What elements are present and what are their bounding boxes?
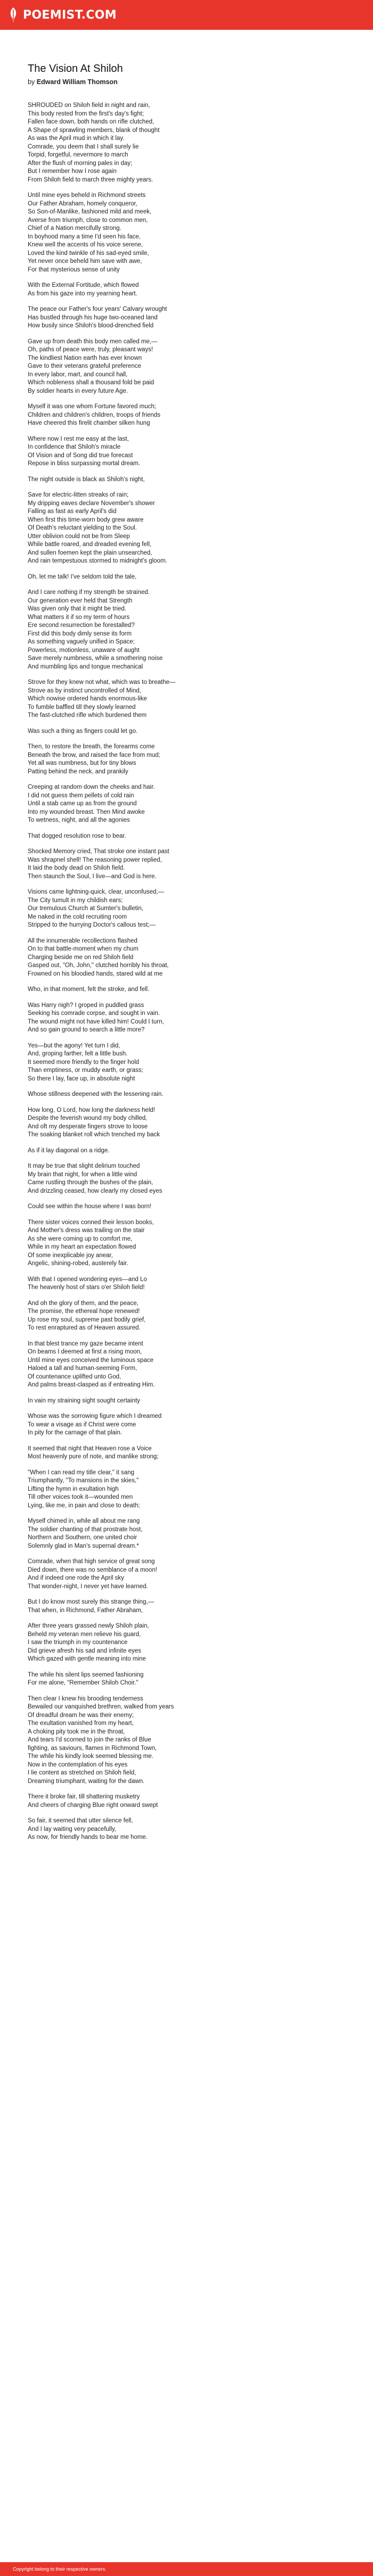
poem-line: The exultation vanished from my heart,	[28, 1720, 134, 1727]
poem-title: The Vision At Shiloh	[28, 63, 123, 75]
poem-line: In vain my straining sight sought certainty	[28, 1397, 140, 1404]
poem-line: I lie content as stretched on Shiloh field,	[28, 1770, 136, 1776]
poem-line: Charging beside me on red Shiloh field	[28, 954, 134, 961]
poem-line: There it broke fair, till shattering musketry	[28, 1794, 140, 1800]
stanza	[28, 1469, 373, 1510]
poem-line: Our generation ever held that Strength	[28, 597, 133, 604]
poem-line: Our Father Abraham, homely conqueror,	[28, 200, 137, 207]
poem-line: In confidence that Shiloh's miracle	[28, 444, 121, 450]
poem-line: Was Harry nigh? I groped in puddled grass	[28, 1002, 144, 1009]
poem-line: On to that battle-moment when my chum	[28, 946, 139, 952]
poem-line: Strove as by instinct uncontrolled of Mind,	[28, 687, 141, 694]
poem-line: As something vaguely unified in Space;	[28, 639, 135, 645]
stanza	[28, 589, 373, 671]
poem-content	[0, 30, 373, 1842]
poem-line: Visions came lightning-quick, clear, unconfused,—	[28, 889, 165, 895]
poem-line: Me naked in the cold recruiting room	[28, 913, 127, 920]
stanza	[28, 1219, 373, 1268]
poem-line: It laid the body dead on Shiloh field.	[28, 865, 125, 871]
author-name: Edward William Thomson	[36, 78, 118, 86]
poem-line: The City tumult in my childish ears;	[28, 897, 123, 904]
poem-line: And mumbling lips and tongue mechanical	[28, 663, 143, 670]
stanza	[28, 403, 373, 428]
poem-line: Dreaming triumphant, waiting for the dawn.	[28, 1778, 145, 1785]
poem-line: I did not guess them pellets of cold rain	[28, 792, 134, 799]
poem-line: The peace our Father's four years' Calvary wrought	[28, 306, 167, 312]
poem-line: Patting behind the neck, and prankily	[28, 768, 128, 775]
poem-line: To rest enraptured as of Heaven assured.	[28, 1325, 141, 1331]
poem-line: Yet never once beheld him save with awe,	[28, 258, 142, 265]
poem-line: A choking pity took me in the throat,	[28, 1728, 125, 1735]
poem-line: Now in the contemplation of his eyes	[28, 1761, 128, 1768]
poem-line: Was given only that it might be tried.	[28, 606, 126, 612]
poem-line: All the innumerable recollections flashed	[28, 937, 137, 944]
stanza	[28, 1203, 373, 1211]
poem-line: To wetness, night, and all the agonies	[28, 817, 130, 823]
stanza	[28, 783, 373, 825]
poem-line: The kindliest Nation earth has ever known	[28, 354, 142, 361]
poem-line: Averse from triumph, close to common men,	[28, 217, 148, 224]
poem-line: After the flush of morning pales in day;	[28, 160, 133, 167]
poem-line: Comrade, you deem that I shall surely lie	[28, 143, 139, 150]
poem-line: From Shiloh field to march three mighty years.	[28, 176, 153, 183]
site-logo[interactable]	[7, 7, 117, 23]
poem-line: It seemed that night that Heaven rose a Voice	[28, 1445, 152, 1452]
poem-line: Save merely numbness, while a smothering noise	[28, 655, 163, 662]
poem-line: This body rested from the first's day's fight;	[28, 110, 144, 117]
poem-line: That when, in Richmond, Father Abraham,	[28, 1607, 143, 1614]
stanza	[28, 1817, 373, 1842]
poem-line: As she were coming up to comfort me,	[28, 1235, 133, 1242]
stanza	[28, 743, 373, 776]
poem-line: And oh the glory of them, and the peace,	[28, 1300, 139, 1307]
poem-line: Save for electric-litten streaks of rain;	[28, 492, 129, 498]
stanza	[28, 848, 373, 881]
poem-line: And drizzling ceased, how clearly my closed eyes	[28, 1187, 163, 1194]
poem-line: And cheers of charging Blue right onward swept	[28, 1802, 158, 1809]
poem-line: And oft my desperate fingers strove to loose	[28, 1123, 148, 1130]
poem-line: Oh, paths of peace were, truly, pleasant ways!	[28, 346, 153, 353]
poem-line: Utter oblivion could not be from Sleep	[28, 533, 130, 540]
poem-line: Was shrapnel shell! The reasoning power replied,	[28, 856, 162, 863]
poem-line: Myself chimed in, while all about me rang	[28, 1518, 140, 1524]
poem-line: In that blest trance my gaze became intent	[28, 1340, 143, 1347]
poem-line: Loved the kind twinkle of his sad-eyed smile,	[28, 250, 149, 257]
poem-line: There sister voices conned their lesson books,	[28, 1219, 154, 1226]
poem-line: Of countenance uplifted unto God,	[28, 1373, 121, 1380]
poem-line: And I lay waiting very peacefully,	[28, 1826, 116, 1832]
poem-line: Did grieve afresh his sad and infinite eyes	[28, 1647, 141, 1654]
poem-line: Of dreadful dream he was their enemy;	[28, 1712, 134, 1719]
poem-line: While in my heart an expectation flowed	[28, 1244, 136, 1250]
poem-line: Knew well the accents of his voice serene,	[28, 242, 143, 248]
poem-line: The soaking blanket roll which trenched my back	[28, 1132, 160, 1138]
poem-line: Of Death's reluctant yielding to the Soul.	[28, 525, 137, 531]
poem-line: How busily since Shiloh's blood-drenched field	[28, 323, 154, 329]
poem-line: Where now I rest me easy at the last,	[28, 435, 129, 442]
stanza	[28, 192, 373, 274]
copyright-text: Copyright belong to their respective owners.	[13, 2566, 107, 2572]
stanza	[28, 1002, 373, 1035]
poem-line: Then clear I knew his brooding tenderness	[28, 1695, 143, 1702]
poem-line: And sullen foemen kept the plain unsearched,	[28, 549, 152, 556]
poem-line: Creeping at random down the cheeks and hair.	[28, 784, 155, 790]
poem-line: Solemnly glad in Man's supernal dream.*	[28, 1542, 139, 1549]
poem-line: Frowned on his bloodied hands, stared wild at me	[28, 970, 163, 977]
stanza	[28, 1671, 373, 1688]
stanza	[28, 1147, 373, 1155]
poem-line: Strove for they knew not what, which was to breathe—	[28, 679, 176, 686]
poem-line: With that I opened wondering eyes—and Lo	[28, 1276, 147, 1283]
poem-line: And, groping farther, felt a little bush.	[28, 1051, 128, 1057]
poem-line: Whose was the sorrowing figure which I dreamed	[28, 1413, 162, 1419]
poem-line: Comrade, when that high service of great song	[28, 1558, 155, 1565]
poem-line: Powerless, motionless, unaware of aught	[28, 647, 140, 654]
poem-line: In boyhood many a time I'd seen his face,	[28, 233, 141, 240]
poem-line: So Son-of-Manlike, fashioned mild and meek,	[28, 209, 152, 215]
poem-line: First did this body dimly sense its form	[28, 630, 132, 637]
poem-line: Till other voices took it—wounded men	[28, 1494, 133, 1500]
poem-line: Bewailed our vanquished brethren, walked from years	[28, 1704, 174, 1710]
poem-line: Triumphantly, "To mansions in the skies,"	[28, 1477, 139, 1484]
stanza	[28, 1517, 373, 1550]
stanza	[28, 1598, 373, 1615]
poem-line: As was the April mud in which it lay.	[28, 135, 125, 142]
poem-line: Until mine eyes beheld in Richmond streets	[28, 192, 146, 199]
poem-line: And so gain ground to search a little more?	[28, 1027, 145, 1033]
poem-line: And tears I'd scorned to join the ranks of Blue	[28, 1737, 151, 1743]
stanza	[28, 306, 373, 331]
poem-line: fighting, as saviours, flames in Richmond Town,	[28, 1745, 157, 1752]
poem-line: And Mother's dress was trailing on the stair	[28, 1227, 145, 1234]
poem-line: Angelic, shining-robed, austerely fair.	[28, 1260, 128, 1267]
poem-line: Despite the feverish wound my body chilled,	[28, 1115, 148, 1121]
poem-line: Torpid, forgetful, nevermore to march	[28, 152, 128, 158]
poem-line: Has bustled through his huge two-oceaned land	[28, 314, 158, 321]
poem-line: Gasped out, "Oh, John," clutched horribly his throat,	[28, 962, 169, 969]
stanza	[28, 1107, 373, 1140]
poem-line: In pity for the carnage of that plain.	[28, 1430, 123, 1436]
stanza	[28, 937, 373, 979]
poem-line: Of Vision and of Song did true forecast	[28, 452, 133, 459]
poem-line: As now, for friendly hands to bear me home.	[28, 1834, 148, 1840]
stanza	[28, 1397, 373, 1406]
poem-line: But I remember how I rose again	[28, 168, 117, 175]
stanza	[28, 1558, 373, 1591]
stanza	[28, 1793, 373, 1810]
stanza	[28, 1300, 373, 1333]
poem-line: Who, in that moment, felt the stroke, and fell.	[28, 986, 150, 993]
stanza	[28, 102, 373, 184]
poem-line: Most heavenly pure of note, and manlike strong;	[28, 1454, 159, 1460]
quill-pen-icon	[7, 7, 19, 23]
poem-line: For me alone, "Remember Shiloh Choir."	[28, 1680, 139, 1686]
poem-line: Falling as fast as early April's did	[28, 508, 117, 515]
poem-line: Beneath the brow, and raised the face from mud;	[28, 752, 160, 758]
poem-line: Until mine eyes conceived the luminous space	[28, 1357, 153, 1364]
stanza	[28, 282, 373, 298]
poem-line: The wound might not have killed him! Could I turn,	[28, 1018, 164, 1025]
stanza	[28, 1695, 373, 1786]
stanza	[28, 1162, 373, 1195]
poem-line: And I care nothing if my strength be strained.	[28, 589, 150, 596]
stanza	[28, 888, 373, 930]
stanza	[28, 1413, 373, 1438]
poem-line: Lifting the hymn in exultation high	[28, 1485, 119, 1492]
poem-line: Yet all was numbness, but for tiny blows	[28, 760, 136, 766]
poem-line: As if it lay diagonal on a ridge.	[28, 1147, 110, 1154]
poem-line: That dogged resolution rose to bear.	[28, 832, 126, 839]
poem-line: Our tremulous Church at Sumter's bulletin,	[28, 905, 143, 912]
poem-line: And rain tempestuous stormed to midnight's gloom.	[28, 558, 167, 564]
poem-line: Could see within the house where I was born!	[28, 1203, 152, 1210]
poem-line: Haloed a tall and human-seeming Form,	[28, 1365, 137, 1372]
poem-line: That wonder-night, I never yet have learned.	[28, 1583, 148, 1590]
poem-line: The night outside is black as Shiloh's night,	[28, 476, 145, 483]
poem-line: Repose in bliss surpassing mortal dream.	[28, 460, 140, 467]
byline-prefix: by	[28, 78, 35, 86]
poem-line: So there I lay, face up, in absolute night	[28, 1075, 135, 1082]
poem-line: Up rose my soul, supreme past bodily grief,	[28, 1316, 146, 1323]
poem-line: Into my wounded breast. Then Mind awoke	[28, 808, 145, 815]
poem-line: Northern and Southern, one united choir	[28, 1534, 137, 1541]
stanza	[28, 728, 373, 736]
poem-line: To wear a visage as if Christ were come	[28, 1421, 136, 1428]
poem-line: Came rustling through the bushes of the plain,	[28, 1179, 153, 1186]
stanza	[28, 1091, 373, 1099]
stanza	[28, 832, 373, 841]
poem-line: "When I can read my title clear," it sang	[28, 1469, 134, 1476]
poem-line: Which gazed with gentle meaning into mine	[28, 1656, 146, 1662]
poem-line: Lying, like me, in pain and close to death;	[28, 1502, 140, 1509]
poem-line: As from his gaze into my yearning heart.	[28, 290, 137, 297]
poem-line: Stripped to the hurrying Doctor's callous test;—	[28, 922, 156, 928]
poem-line: It may be true that slight delirium touched	[28, 1163, 140, 1169]
poem-line: The while his silent lips seemed fashioning	[28, 1671, 144, 1678]
poem-line: My brain that night, for when a little wind	[28, 1171, 137, 1178]
poem-line: Gave up from death this body men called me,—	[28, 338, 158, 345]
poem-line: With the External Fortitude, which flowed	[28, 282, 139, 288]
poem-line: Children and children's children, troops of friends	[28, 411, 160, 418]
poem-line: The while his kindly look seemed blessing me.	[28, 1753, 153, 1760]
poem-line: After three years grassed newly Shiloh plain,	[28, 1623, 149, 1629]
stanza	[28, 338, 373, 396]
poem-line: It seemed more friendly to the finger hold	[28, 1059, 140, 1066]
poem-line: When first this time-worn body grew aware	[28, 516, 144, 523]
stanza	[28, 491, 373, 566]
poem-line: But I do know most surely this strange thing,—	[28, 1599, 155, 1605]
stanza	[28, 435, 373, 468]
stanza	[28, 986, 373, 994]
stanza	[28, 1445, 373, 1462]
poem-line: Beheld my veteran men relieve his guard,	[28, 1631, 141, 1638]
poem-line: The heavenly host of stars o'er Shiloh field!	[28, 1284, 145, 1291]
poem-line: In every labor, mart, and council hall,	[28, 371, 128, 378]
poem-line: My dripping eaves declare November's shower	[28, 500, 155, 507]
poem-line: Have cheered this firelit chamber silken hung	[28, 420, 150, 426]
poem-line: And palms breast-clasped as if entreating Him.	[28, 1382, 155, 1388]
poem-line: To fumble baffled till they slowly learned	[28, 704, 136, 711]
poem-line: By soldier hearts in every future Age.	[28, 387, 128, 394]
poem-line: Seeking his comrade corpse, and sought in vain.	[28, 1010, 160, 1017]
poem-line: For that mysterious sense of unity	[28, 266, 120, 273]
poem-line: Then staunch the Soul, I live—and God is here.	[28, 873, 157, 880]
poem-line: Fallen face down, both hands on rifle clutched,	[28, 119, 155, 125]
stanza	[28, 1340, 373, 1390]
poem-line: Was such a thing as fingers could let go.	[28, 728, 138, 734]
poem-line: Until a stab came up as from the ground	[28, 800, 137, 807]
stanza	[28, 1276, 373, 1292]
poem-line: Gave to their veterans grateful preference	[28, 363, 141, 369]
poem-line: On beams I deemed at first a rising moon,	[28, 1349, 142, 1355]
top-bar	[0, 0, 373, 30]
stanza	[28, 1042, 373, 1084]
poem-line: How long, O Lord, how long the darkness held!	[28, 1107, 156, 1113]
poem-body	[28, 102, 373, 1842]
poem-line: Which nobleness shall a thousand fold be paid	[28, 379, 155, 386]
poem-line: Of some inexplicable joy anear,	[28, 1252, 113, 1259]
byline	[28, 78, 373, 86]
footer	[0, 2562, 373, 2576]
poem-line: Than emptiness, or muddy earth, or grass;	[28, 1067, 143, 1074]
poem-line: The fast-clutched rifle which burdened them	[28, 712, 147, 719]
stanza	[28, 476, 373, 484]
poem-line: I saw the triumph in my countenance	[28, 1639, 128, 1646]
poem-line: Died down, there was no semblance of a moon!	[28, 1566, 157, 1573]
poem-line: The promise, the ethereal hope renewed!	[28, 1308, 140, 1315]
stanza	[28, 679, 373, 720]
poem-line: Myself it was one whom Fortune favored much;	[28, 403, 156, 410]
stanza	[28, 1622, 373, 1664]
poem-line: Ere second resurrection be forestalled?	[28, 622, 135, 629]
site-name: POEMIST.COM	[23, 8, 117, 22]
poem-line: And if indeed one rode the April sky	[28, 1575, 124, 1581]
poem-line: Chief of a Nation mercifully strong.	[28, 225, 121, 232]
poem-line: The soldier chanting of that prostrate host,	[28, 1526, 143, 1533]
poem-line: What matters it if so my term of hours	[28, 614, 130, 621]
poem-line: SHROUDED on Shiloh field in night and rain,	[28, 102, 150, 109]
poem-line: Which nowise ordered hands enormous-like	[28, 696, 147, 702]
poem-line: A Shape of sprawling members, blank of thought	[28, 127, 160, 134]
poem-line: Shocked Memory cried, That stroke one instant past	[28, 848, 169, 855]
poem-line: Oh, let me talk! I've seldom told the tale,	[28, 573, 137, 580]
poem-line: Whose stillness deepened with the lessening rain.	[28, 1091, 164, 1097]
poem-line: While battle roared, and dreaded evening fell,	[28, 541, 152, 548]
poem-line: Yes—but the agony! Yet turn I did,	[28, 1042, 120, 1049]
stanza	[28, 573, 373, 582]
poem-line: So fair, it seemed that utter silence fell,	[28, 1818, 133, 1824]
poem-line: Then, to restore the breath, the forearms come	[28, 744, 155, 750]
